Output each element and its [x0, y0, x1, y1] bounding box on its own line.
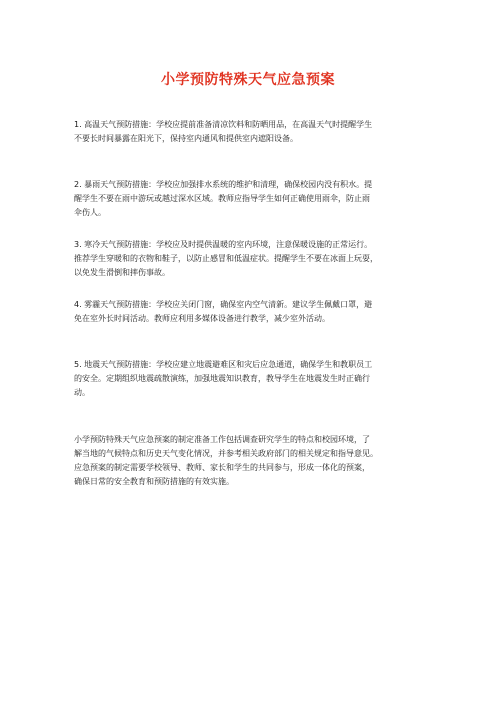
- paragraph-line: 确保日常的安全教育和预防措施的有效实施。: [74, 477, 234, 486]
- paragraph-cold-weather: [74, 238, 434, 280]
- paragraph-line: 醒学生不要在雨中游玩或越过深水区域。教师应指导学生如何正确使用雨伞，防止雨: [74, 194, 370, 203]
- paragraph-line: 小学预防特殊天气应急预案的制定准备工作包括调查研究学生的特点和校园环境，了: [74, 435, 370, 444]
- paragraph-line: 4. 雾霾天气预防措施：学校应关闭门窗，确保室内空气清新。建议学生佩戴口罩，避: [74, 300, 373, 309]
- paragraph-line: 的安全。定期组织地震疏散演练，加强地震知识教育，教导学生在地震发生时正确行: [74, 374, 370, 383]
- paragraph-line: 5. 地震天气预防措施：学校应建立地震避难区和灾后应急通道，确保学生和教职员工: [74, 360, 373, 369]
- paragraph-line: 动。: [74, 388, 90, 397]
- paragraph-line: 免在室外长时间活动。教师应利用多媒体设备进行教学，减少室外活动。: [74, 314, 330, 323]
- paragraph-line: 以免发生滑倒和摔伤事故。: [74, 268, 170, 277]
- paragraph-heavy-rain: [74, 178, 434, 220]
- paragraph-earthquake: [74, 358, 434, 400]
- paragraph-high-temperature: [74, 118, 434, 146]
- paragraph-line: 3. 寒冷天气预防措施：学校应及时提供温暖的室内环境，注意保暖设施的正常运行。: [74, 240, 373, 249]
- paragraph-line: 不要长时间暴露在阳光下，保持室内通风和提供室内遮阳设备。: [74, 134, 298, 143]
- paragraph-line: 伞伤人。: [74, 208, 106, 217]
- paragraph-line: 解当地的气候特点和历史天气变化情况，并参考相关政府部门的相关规定和指导意见。: [74, 449, 378, 458]
- paragraph-smog: [74, 298, 434, 326]
- paragraph-line: 1. 高温天气预防措施：学校应提前准备清凉饮料和防晒用品，在高温天气时提醒学生: [74, 120, 373, 129]
- paragraph-line: 2. 暴雨天气预防措施：学校应加强排水系统的维护和清理，确保校园内没有积水。提: [74, 180, 373, 189]
- paragraph-line: 应急预案的制定需要学校领导、教师、家长和学生的共同参与，形成一体化的预案，: [74, 463, 370, 472]
- document-title: 小学预防特殊天气应急预案: [161, 72, 335, 88]
- paragraph-line: 推荐学生穿暖和的衣物和鞋子，以防止感冒和低温症状。提醒学生不要在冰面上玩耍，: [74, 254, 378, 263]
- paragraph-summary: [74, 433, 434, 489]
